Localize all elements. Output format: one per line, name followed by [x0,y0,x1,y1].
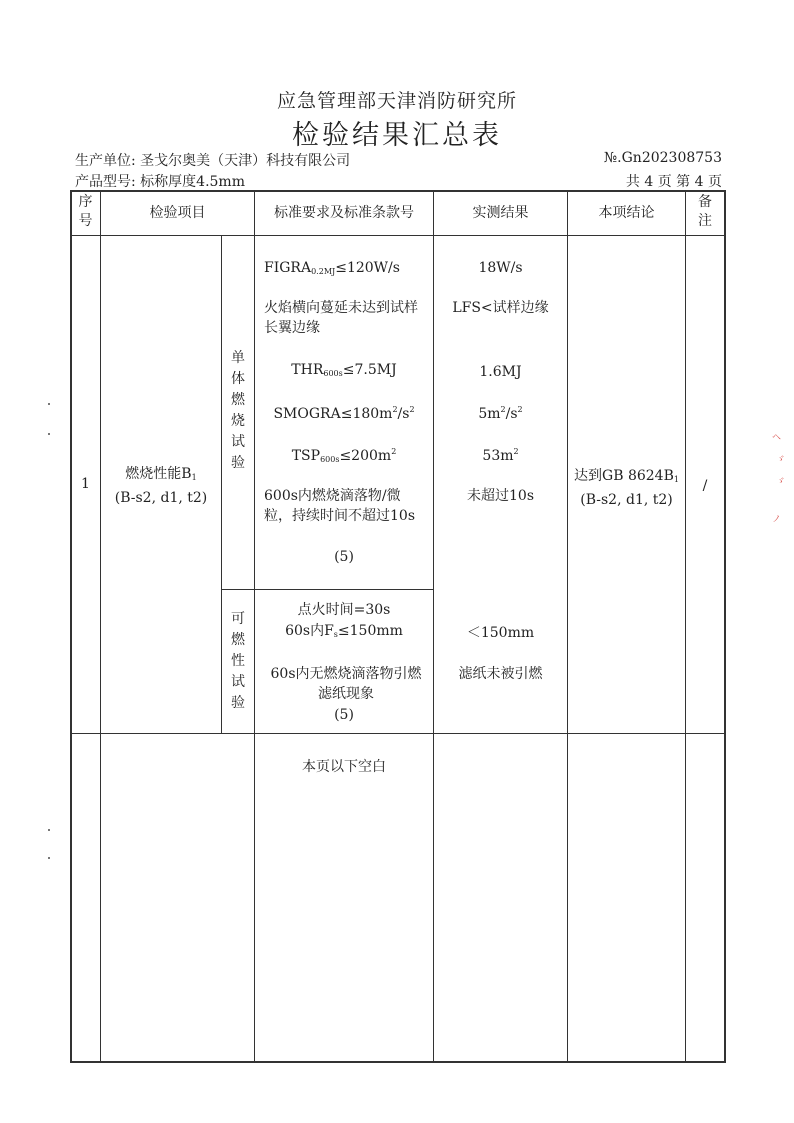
ignitability-test-label: 可燃性试验 [231,611,245,711]
smogra-requirement: $SMOGRA\le 180m^2/s^2$ [273,405,415,422]
tsp-requirement: $TSP_{600s}\le 200m^2$ [291,447,397,464]
smogra-result: $5m^2/s^2$ [478,405,523,422]
filter-paper-result: 滤纸未被引燃 [458,666,543,682]
thr-requirement: $THR_{600s}\le 7.5MJ$ [291,362,397,378]
report-number: №.Gn202308753 [603,150,722,166]
model-value: 标称厚度4.5mm [140,174,245,190]
producer-line [75,150,350,170]
flame-spread-result: ＜150mm [466,625,535,641]
header-seq: 序 号 [78,194,93,229]
test-item: 燃烧性能$B_1$ (B-s2, d1, t2) [114,466,208,506]
tsp-result: $53m^2$ [482,447,519,464]
header-remark: 备 注 [698,194,712,229]
row-seq: 1 [81,476,90,492]
filter-paper-requirement: 60s内无燃烧滴落物引燃滤纸现象 [270,666,422,702]
header-conclusion: 本项结论 [598,205,655,221]
ignition-time: 点火时间=30s [297,602,391,618]
header-item: 检验项目 [149,205,206,221]
blank-below-note: 本页以下空白 [302,759,386,775]
thr-result: 1.6MJ [479,364,522,380]
organization-name: 应急管理部天津消防研究所 [276,90,517,112]
document-title: 检验结果汇总表 [292,120,502,151]
header-result: 实测结果 [472,205,529,221]
droplet-clause: (5) [334,549,354,565]
model-label: 产品型号: [75,174,136,190]
model-line [75,171,245,191]
producer-label: 生产单位: [75,153,136,169]
page-info: 共 4 页 第 4 页 [625,174,722,190]
filter-paper-clause: (5) [334,707,354,723]
lfs-requirement: 火焰横向蔓延未达到试样长翼边缘 [264,300,418,336]
droplet-result: 未超过10s [467,488,534,504]
remark: / [702,478,708,494]
producer-value: 圣戈尔奥美（天津）科技有限公司 [140,153,351,169]
conclusion: 达到GB $8624B_1$ (B-s2, d1, t2) [574,468,679,508]
figra-result: 18W/s [478,260,523,276]
header-standard: 标准要求及标准条款号 [274,205,414,221]
sbi-test-label: 单体燃烧试验 [231,350,245,471]
lfs-result: LFS<试样边缘 [452,300,549,316]
droplet-requirement: 600s内燃烧滴落物/微粒，持续时间不超过10s [264,488,415,524]
flame-spread-requirement: 60s内$F_s\le 150mm$ [285,623,403,639]
figra-requirement: $FIGRA_{0.2MJ}\le 120W/s$ [264,260,400,276]
